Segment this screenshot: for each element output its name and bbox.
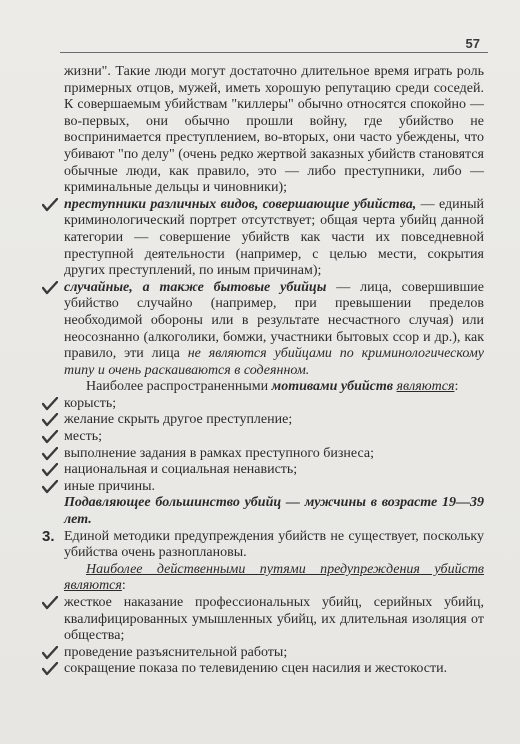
list-item: жесткое наказание профессиональных убийц, серийных убийц, квалифицированных умышленных убийц, их длительная изоляция от общества;	[64, 595, 484, 645]
checkmark-icon	[42, 281, 58, 295]
item-lead: преступники различных видов, совершающие убийства,	[64, 196, 417, 212]
checkmark-icon	[42, 397, 58, 411]
checkmark-icon	[42, 662, 58, 676]
section-text: Единой методики предупреждения убийств не существует, поскольку убийства очень разноплановы.	[64, 528, 484, 561]
list-item: иные причины.	[64, 479, 484, 496]
checkmark-icon	[42, 480, 58, 494]
section-number: 3.	[42, 527, 55, 545]
checkmark-icon	[42, 447, 58, 461]
list-item: проведение разъяснительной работы;	[64, 645, 484, 662]
list-item: национальная и социальная ненависть;	[64, 462, 484, 479]
offender-type-item	[64, 197, 484, 280]
checkmark-icon	[42, 430, 58, 444]
motives-heading: Наиболее распространенными мотивами убийств являются:	[86, 379, 459, 395]
motives-bold: мотивами убийств	[271, 379, 394, 395]
checkmark-icon	[42, 198, 58, 212]
prevention-heading: Наиболее действенными путями предупреждения убийств являются:	[64, 561, 484, 594]
header-rule	[60, 52, 488, 53]
page-content	[42, 64, 484, 678]
item-italic-text: не являются убийцами по криминологическому типу и очень раскаиваются в содеянном.	[64, 346, 484, 378]
list-item: желание скрыть другое преступление;	[64, 412, 484, 429]
section-3	[42, 527, 484, 562]
majority-statement: Подавляющее большинство убийц — мужчины в возрасте 19—39 лет.	[64, 495, 484, 528]
intro-paragraph: жизни". Такие люди могут достаточно длительное время играть роль примерных отцов, мужей, иметь хорошую репутацию среди соседей. К совершаемым убийствам "киллеры" обычно относятся спокойно — во-первых, они обычно прошли войну, где убийство не воспринимается преступлением, во-вторых, они часто убеждены, что убивают "по делу" (очень редко жертвой заказных убийств становятся обычные люди, как правило, это — либо преступники, либо — криминальные дельцы и чиновники);	[64, 64, 484, 196]
offender-type-item	[64, 280, 484, 380]
checkmark-icon	[42, 463, 58, 477]
item-text: — лица, совершившие убийство случайно (например, при превышении пределов необходимой обороны или в результате несчастного случая) или неосознанно (алкоголики, бомжи, участники бытовых ссор и др.), как правило, эти лица	[64, 279, 484, 362]
prevention-list	[64, 595, 484, 678]
motives-underlined: являются	[396, 379, 455, 395]
item-lead: случайные, а также бытовые убийцы	[64, 279, 327, 295]
list-item: корысть;	[64, 396, 484, 413]
motives-list	[64, 396, 484, 496]
item-text: — единый криминологический портрет отсутствует; общая черта убийц данной категории — совершение убийств как части их повседневной преступной деятельности (например, с целью мести, сокрытия других преступлений, по иным причинам);	[64, 196, 484, 279]
checkmark-icon	[42, 646, 58, 660]
checkmark-icon	[42, 596, 58, 610]
checkmark-icon	[42, 413, 58, 427]
list-item: месть;	[64, 429, 484, 446]
page-number: 57	[465, 36, 480, 51]
list-item: выполнение задания в рамках преступного бизнеса;	[64, 446, 484, 463]
list-item: сокращение показа по телевидению сцен насилия и жестокости.	[64, 661, 484, 678]
